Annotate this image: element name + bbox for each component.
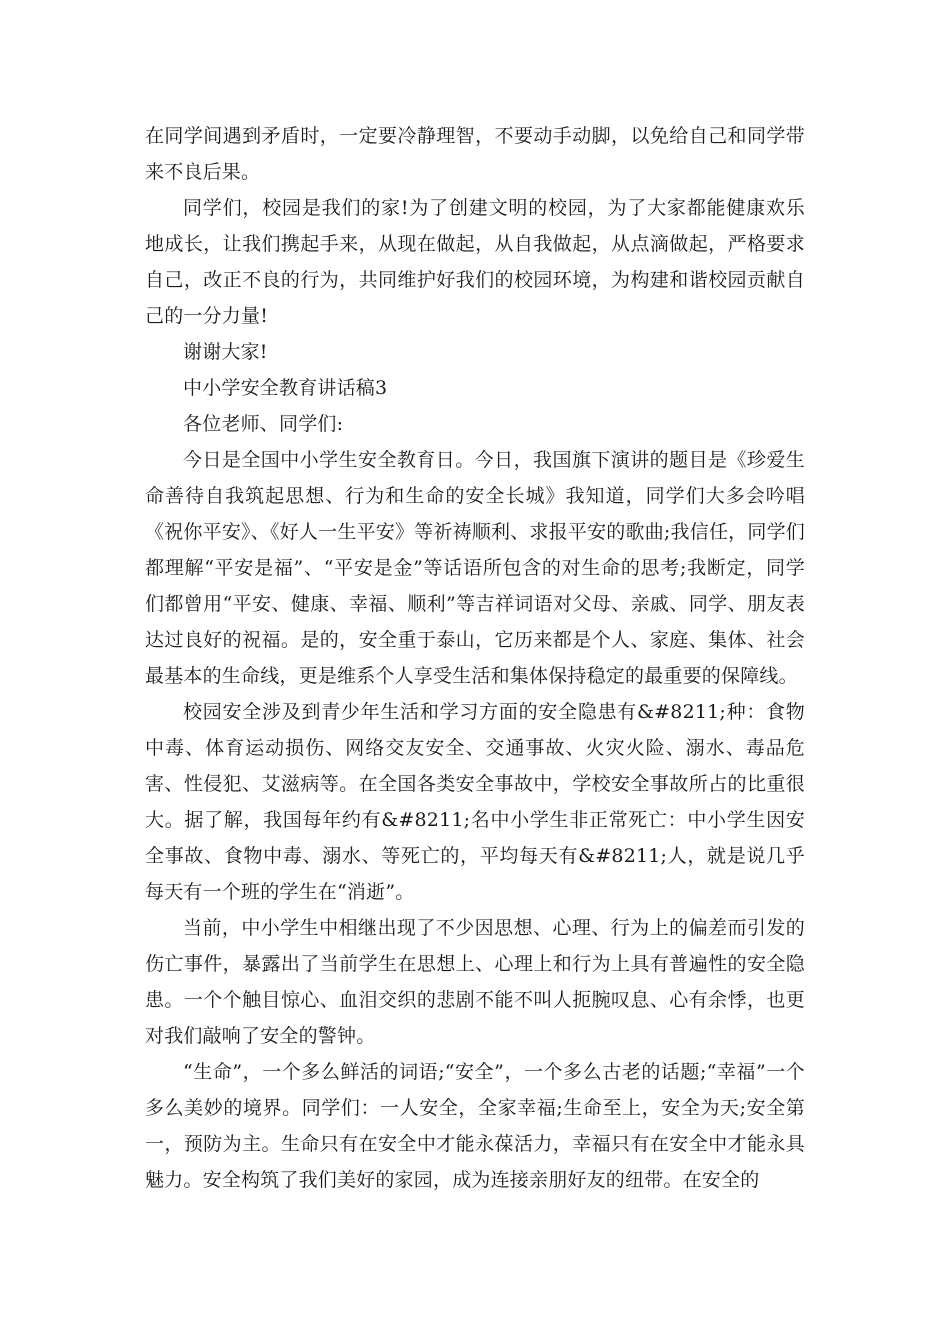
paragraph: 谢谢大家! [183,341,268,363]
paragraph: 今日是全国中小学生安全教育日。今日，我国旗下演讲的题目是《珍爱生命善待自我筑起思想、行为和生命的安全长城》我知道，同学们大多会吟唱《祝你平安》、《好人一生平安》等祈祷顺利、求报平安的歌曲;我信任，同学们都理解“平安是福”、“平安是金”等话语所包含的对生命的思考;我断定，同学们都曾用“平安、健康、幸福、顺利”等吉祥词语对父母、亲戚、同学、朋友表达过良好的祝福。是的，安全重于泰山，它历来都是个人、家庭、集体、社会最基本的生命线，更是维系个人享受生活和集体保持稳定的最重要的保障线。 [145,449,805,687]
salutation: 各位老师、同学们: [183,413,344,435]
paragraph: 当前，中小学生中相继出现了不少因思想、心理、行为上的偏差而引发的伤亡事件，暴露出了当前学生在思想上、心理上和行为上具有普遍性的安全隐患。一个个触目惊心、血泪交织的悲剧不能不叫人扼腕叹息、心有余悸，也更对我们敲响了安全的警钟。 [145,917,805,1047]
document-body [145,118,805,1198]
paragraph: 同学们，校园是我们的家!为了创建文明的校园，为了大家都能健康欢乐地成长，让我们携起手来，从现在做起，从自我做起，从点滴做起，严格要求自己，改正不良的行为，共同维护好我们的校园环境，为构建和谐校园贡献自己的一分力量! [145,197,805,327]
paragraph: 校园安全涉及到青少年生活和学习方面的安全隐患有&#8211;种：食物中毒、体育运动损伤、网络交友安全、交通事故、火灾火险、溺水、毒品危害、性侵犯、艾滋病等。在全国各类安全事故中，学校安全事故所占的比重很大。据了解，我国每年约有&#8211;名中小学生非正常死亡：中小学生因安全事故、食物中毒、溺水、等死亡的，平均每天有&#8211;人，就是说几乎每天有一个班的学生在“消逝”。 [145,701,805,903]
paragraph: “生命”，一个多么鲜活的词语;“安全”，一个多么古老的话题;“幸福”一个多么美妙的境界。同学们：一人安全，全家幸福;生命至上，安全为天;安全第一，预防为主。生命只有在安全中才能永葆活力，幸福只有在安全中才能永具魅力。安全构筑了我们美好的家园，成为连接亲朋好友的纽带。在安全的 [145,1061,805,1191]
paragraph: 在同学间遇到矛盾时，一定要冷静理智，不要动手动脚，以免给自己和同学带来不良后果。 [145,125,805,183]
section-heading: 中小学安全教育讲话稿3 [183,377,388,399]
